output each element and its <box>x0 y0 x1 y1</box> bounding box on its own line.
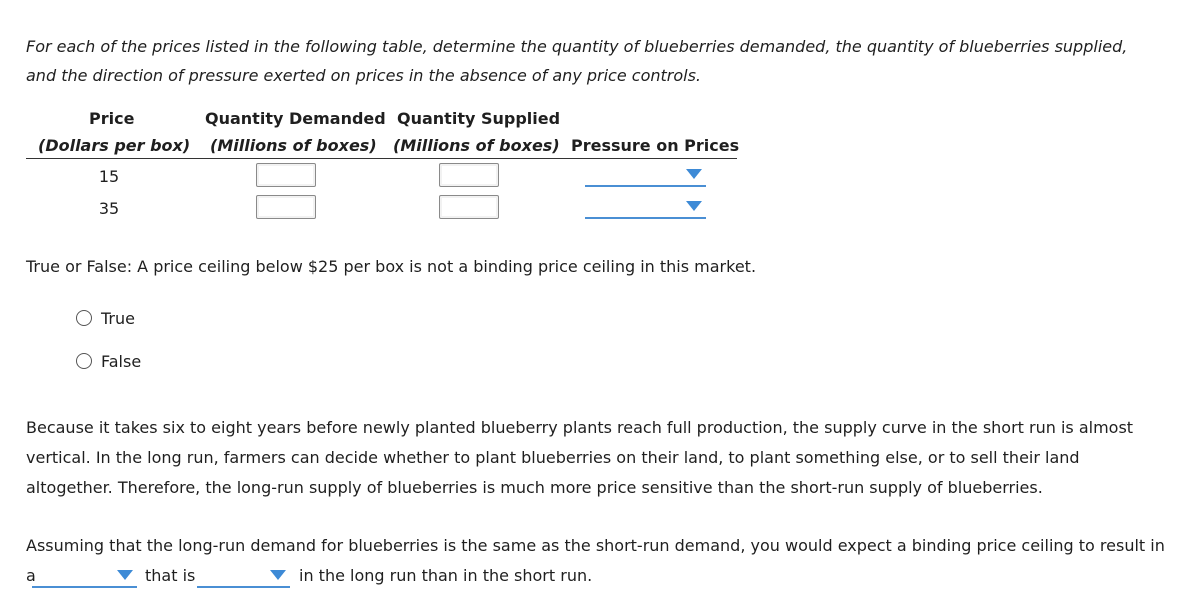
header-pressure: Pressure on Prices <box>571 136 740 155</box>
final-question-lead: Assuming that the long-run demand for blueberries is the same as the short-run demand, you would expect a binding price ceiling to result in a <box>26 536 1165 585</box>
price-cell: 35 <box>98 199 120 218</box>
header-qd-unit: (Millions of boxes) <box>210 136 377 155</box>
quantity-demanded-input[interactable] <box>256 195 316 219</box>
final-question-tail: in the long run than in the short run. <box>299 566 593 585</box>
radio-false[interactable] <box>76 353 92 369</box>
chevron-down-icon <box>686 201 702 211</box>
comparison-dropdown[interactable] <box>197 564 290 588</box>
header-price: Price <box>89 109 135 128</box>
table-header-rule <box>26 158 737 159</box>
chevron-down-icon <box>270 570 286 580</box>
header-price-unit: (Dollars per box) <box>38 136 191 155</box>
pressure-dropdown[interactable] <box>585 163 706 187</box>
header-qs-unit: (Millions of boxes) <box>393 136 560 155</box>
price-cell: 15 <box>98 167 120 186</box>
radio-false-label[interactable]: False <box>101 352 142 371</box>
true-false-question: True or False: A price ceiling below $25 per box is not a binding price ceiling in this market. <box>26 257 757 276</box>
quantity-demanded-input[interactable] <box>256 163 316 187</box>
radio-true[interactable] <box>76 310 92 326</box>
chevron-down-icon <box>686 169 702 179</box>
result-dropdown[interactable] <box>32 564 137 588</box>
header-quantity-demanded: Quantity Demanded <box>205 109 386 128</box>
context-paragraph: Because it takes six to eight years before newly planted blueberry plants reach full production, the supply curve in the short run is almost vertical. In the long run, farmers can decide whether to plant blueberries on their land, to plant something else, or to sell their land altogether. Therefore, the long-run supply of blueberries is much more price sensitive than the short-run supply of blueberries. <box>26 418 1134 497</box>
radio-true-label[interactable]: True <box>101 309 135 328</box>
header-quantity-supplied: Quantity Supplied <box>397 109 561 128</box>
quantity-supplied-input[interactable] <box>439 195 499 219</box>
quantity-supplied-input[interactable] <box>439 163 499 187</box>
pressure-dropdown[interactable] <box>585 195 706 219</box>
final-question-middle: that is <box>145 566 196 585</box>
instructions-text: For each of the prices listed in the following table, determine the quantity of blueberries demanded, the quantity of blueberries supplied, and the direction of pressure exerted on prices in the absence of any price controls. <box>26 37 1128 85</box>
chevron-down-icon <box>117 570 133 580</box>
